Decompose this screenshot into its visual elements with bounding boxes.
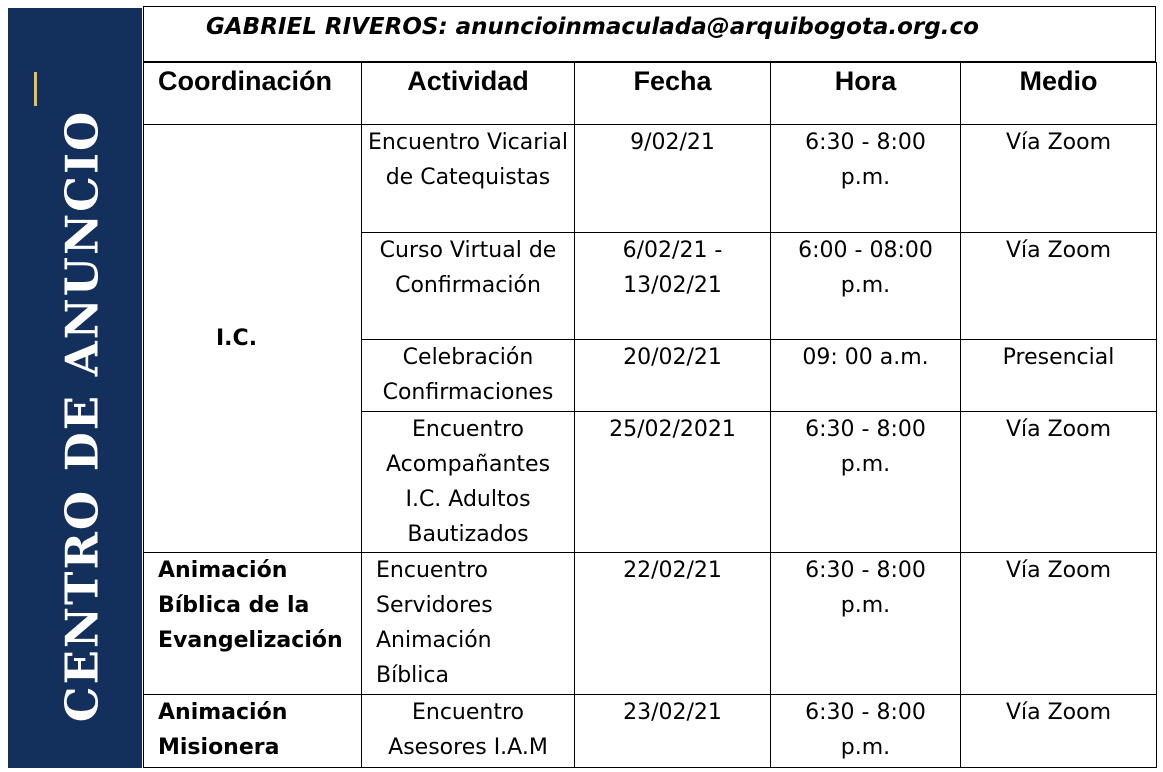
- activity-cell: Encuentro Acompañantes I.C. Adultos Bautizados: [362, 412, 575, 553]
- schedule-table: [143, 62, 1157, 768]
- medium-cell: Vía Zoom: [961, 125, 1157, 233]
- date-cell: 9/02/21: [575, 125, 771, 233]
- date-cell: 6/02/21 - 13/02/21: [575, 233, 771, 340]
- date-cell: 22/02/21: [575, 553, 771, 695]
- activity-cell: Encuentro Servidores Animación Bíblica: [362, 553, 575, 695]
- side-banner: [8, 8, 142, 768]
- column-header-date: Fecha: [575, 63, 771, 125]
- column-header-coordination: Coordinación: [144, 63, 362, 125]
- activity-cell: Encuentro Vicarial de Catequistas: [362, 125, 575, 233]
- time-cell: 09: 00 a.m.: [771, 340, 961, 412]
- medium-cell: Presencial: [961, 340, 1157, 412]
- column-header-activity: Actividad: [362, 63, 575, 125]
- date-cell: 20/02/21: [575, 340, 771, 412]
- date-cell: 23/02/21: [575, 695, 771, 768]
- time-cell: 6:00 - 08:00 p.m.: [771, 233, 961, 340]
- medium-cell: Vía Zoom: [961, 553, 1157, 695]
- table-row: [144, 695, 1157, 768]
- time-cell: 6:30 - 8:00 p.m.: [771, 695, 961, 768]
- time-cell: 6:30 - 8:00 p.m.: [771, 125, 961, 233]
- medium-cell: Vía Zoom: [961, 233, 1157, 340]
- side-banner-title: CENTRO DE ANUNCIO: [55, 109, 109, 723]
- contact-line: GABRIEL RIVEROS: anuncioinmaculada@arquibogota.org.co: [143, 6, 1156, 62]
- activity-cell: Celebración Confirmaciones: [362, 340, 575, 412]
- table-row: [144, 553, 1157, 695]
- coordination-cell: I.C.: [144, 125, 362, 553]
- accent-mark: [34, 72, 37, 106]
- medium-cell: Vía Zoom: [961, 695, 1157, 768]
- column-header-medium: Medio: [961, 63, 1157, 125]
- time-cell: 6:30 - 8:00 p.m.: [771, 412, 961, 553]
- coordination-cell: Animación Misionera: [144, 695, 362, 768]
- coordination-cell: Animación Bíblica de la Evangelización: [144, 553, 362, 695]
- medium-cell: Vía Zoom: [961, 412, 1157, 553]
- column-header-time: Hora: [771, 63, 961, 125]
- date-cell: 25/02/2021: [575, 412, 771, 553]
- table-row: [144, 125, 1157, 233]
- table-header-row: [144, 63, 1157, 125]
- time-cell: 6:30 - 8:00 p.m.: [771, 553, 961, 695]
- activity-cell: Encuentro Asesores I.A.M: [362, 695, 575, 768]
- schedule-document: [143, 6, 1158, 767]
- activity-cell: Curso Virtual de Confirmación: [362, 233, 575, 340]
